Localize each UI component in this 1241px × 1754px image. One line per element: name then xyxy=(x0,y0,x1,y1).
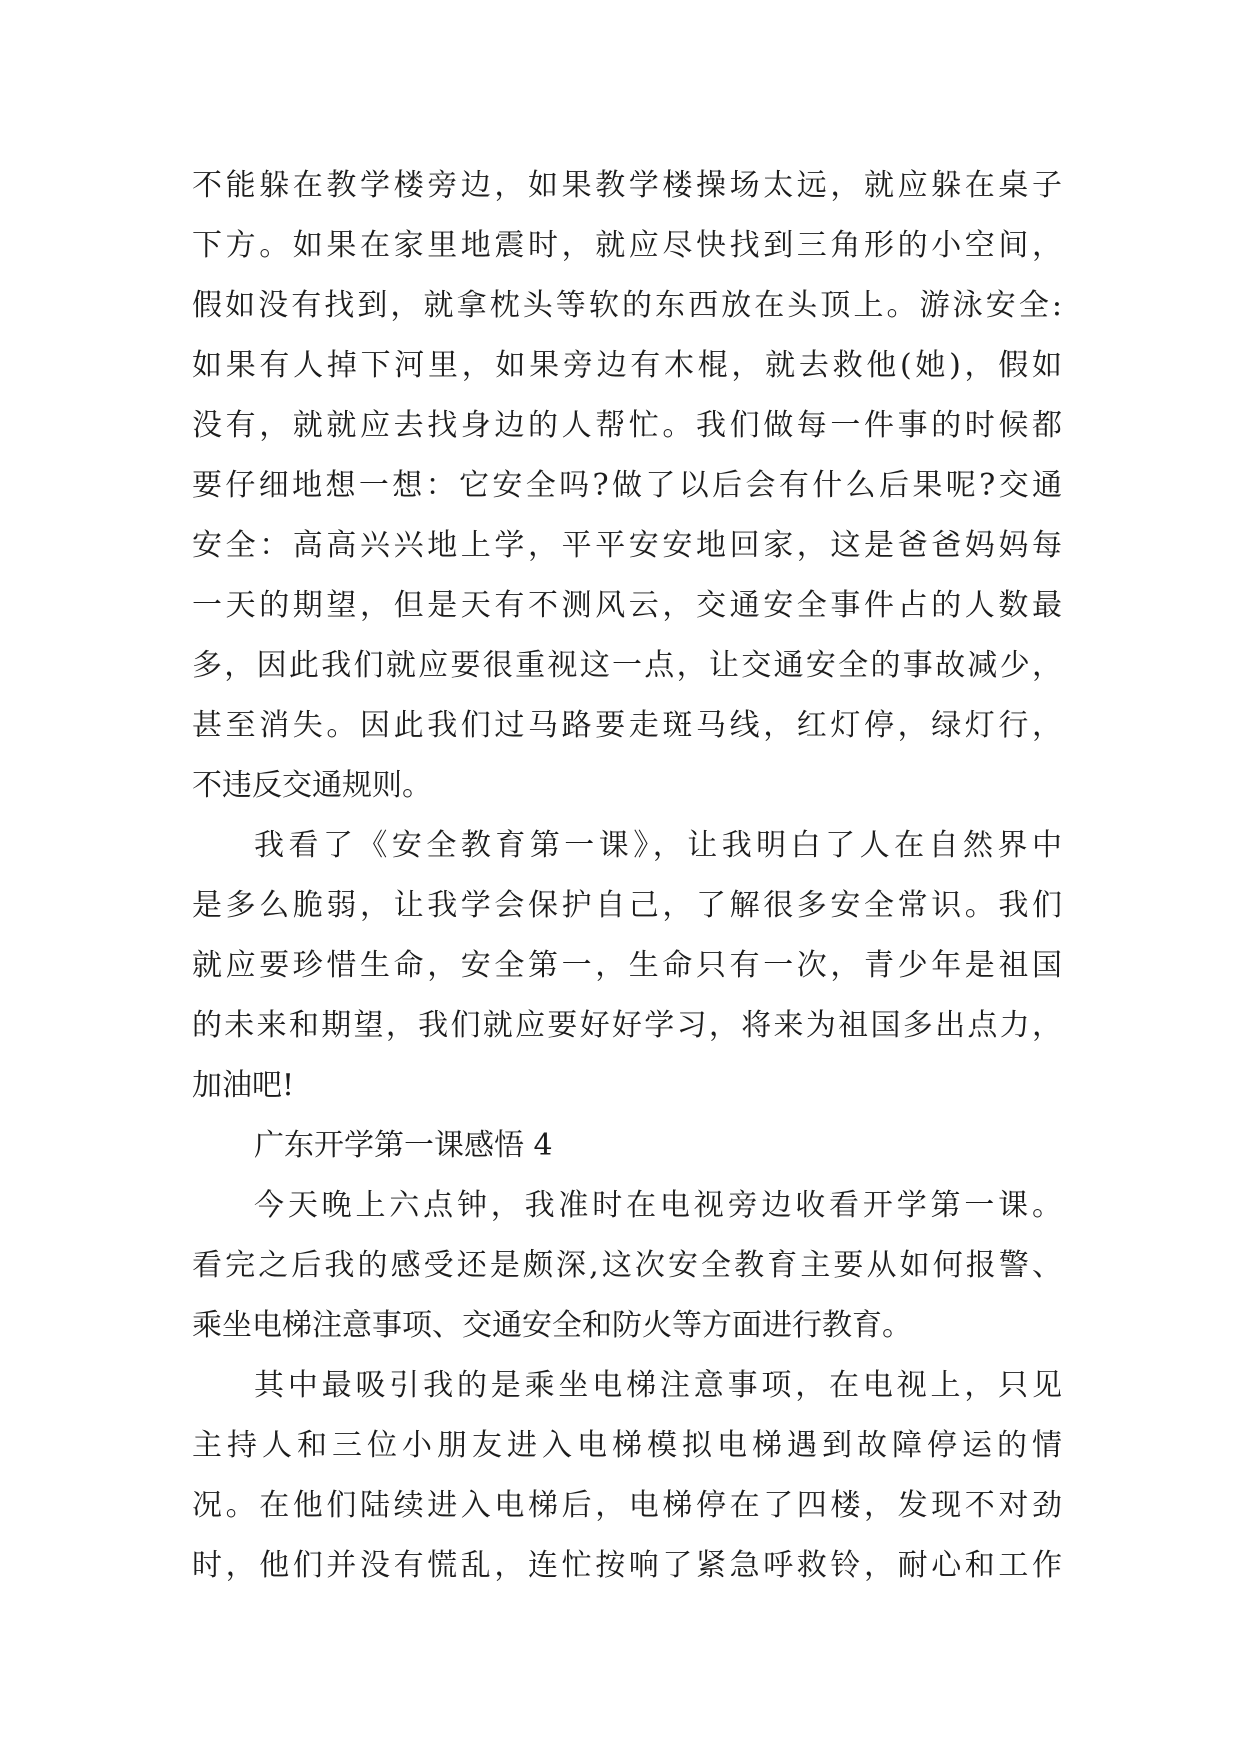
paragraph xyxy=(192,816,1062,1116)
text-line: 今天晚上六点钟，我准时在电视旁边收看开学第一课。 xyxy=(254,1188,1062,1223)
text-line: 时，他们并没有慌乱，连忙按响了紧急呼救铃，耐心和工作 xyxy=(192,1548,1062,1583)
text-line: 下方。如果在家里地震时，就应尽快找到三角形的小空间， xyxy=(192,228,1062,263)
text-line: 就应要珍惜生命，安全第一，生命只有一次，青少年是祖国 xyxy=(192,948,1062,983)
text-line: 一天的期望，但是天有不测风云，交通安全事件占的人数最 xyxy=(192,588,1062,623)
text-line: 如果有人掉下河里，如果旁边有木棍，就去救他(她)，假如 xyxy=(192,348,1062,383)
text-line: 其中最吸引我的是乘坐电梯注意事项，在电视上，只见 xyxy=(254,1368,1062,1403)
text-line: 假如没有找到，就拿枕头等软的东西放在头顶上。游泳安全: xyxy=(192,288,1062,323)
document-body xyxy=(192,156,1062,1596)
text-line: 主持人和三位小朋友进入电梯模拟电梯遇到故障停运的情 xyxy=(192,1428,1062,1463)
paragraph xyxy=(192,1176,1062,1356)
text-line: 没有，就就应去找身边的人帮忙。我们做每一件事的时候都 xyxy=(192,408,1062,443)
text-line: 安全：高高兴兴地上学，平平安安地回家，这是爸爸妈妈每 xyxy=(192,528,1062,563)
paragraph xyxy=(192,156,1062,816)
text-line: 多，因此我们就应要很重视这一点，让交通安全的事故减少， xyxy=(192,648,1062,683)
text-line: 不违反交通规则。 xyxy=(192,768,432,803)
text-line: 的未来和期望，我们就应要好好学习，将来为祖国多出点力， xyxy=(192,1008,1062,1043)
text-line: 要仔细地想一想：它安全吗?做了以后会有什么后果呢?交通 xyxy=(192,468,1062,503)
text-line: 乘坐电梯注意事项、交通安全和防火等方面进行教育。 xyxy=(192,1308,912,1343)
text-line: 我看了《安全教育第一课》，让我明白了人在自然界中 xyxy=(254,828,1062,863)
text-line: 况。在他们陆续进入电梯后，电梯停在了四楼，发现不对劲 xyxy=(192,1488,1062,1523)
paragraph xyxy=(192,1356,1062,1596)
heading-text: 广东开学第一课感悟 4 xyxy=(254,1128,553,1163)
text-line: 不能躲在教学楼旁边，如果教学楼操场太远，就应躲在桌子 xyxy=(192,168,1062,203)
text-line: 是多么脆弱，让我学会保护自己，了解很多安全常识。我们 xyxy=(192,888,1062,923)
text-line: 加油吧! xyxy=(192,1068,295,1103)
text-line: 甚至消失。因此我们过马路要走斑马线，红灯停，绿灯行， xyxy=(192,708,1062,743)
section-heading xyxy=(192,1116,1062,1176)
text-line: 看完之后我的感受还是颇深,这次安全教育主要从如何报警、 xyxy=(192,1248,1062,1283)
